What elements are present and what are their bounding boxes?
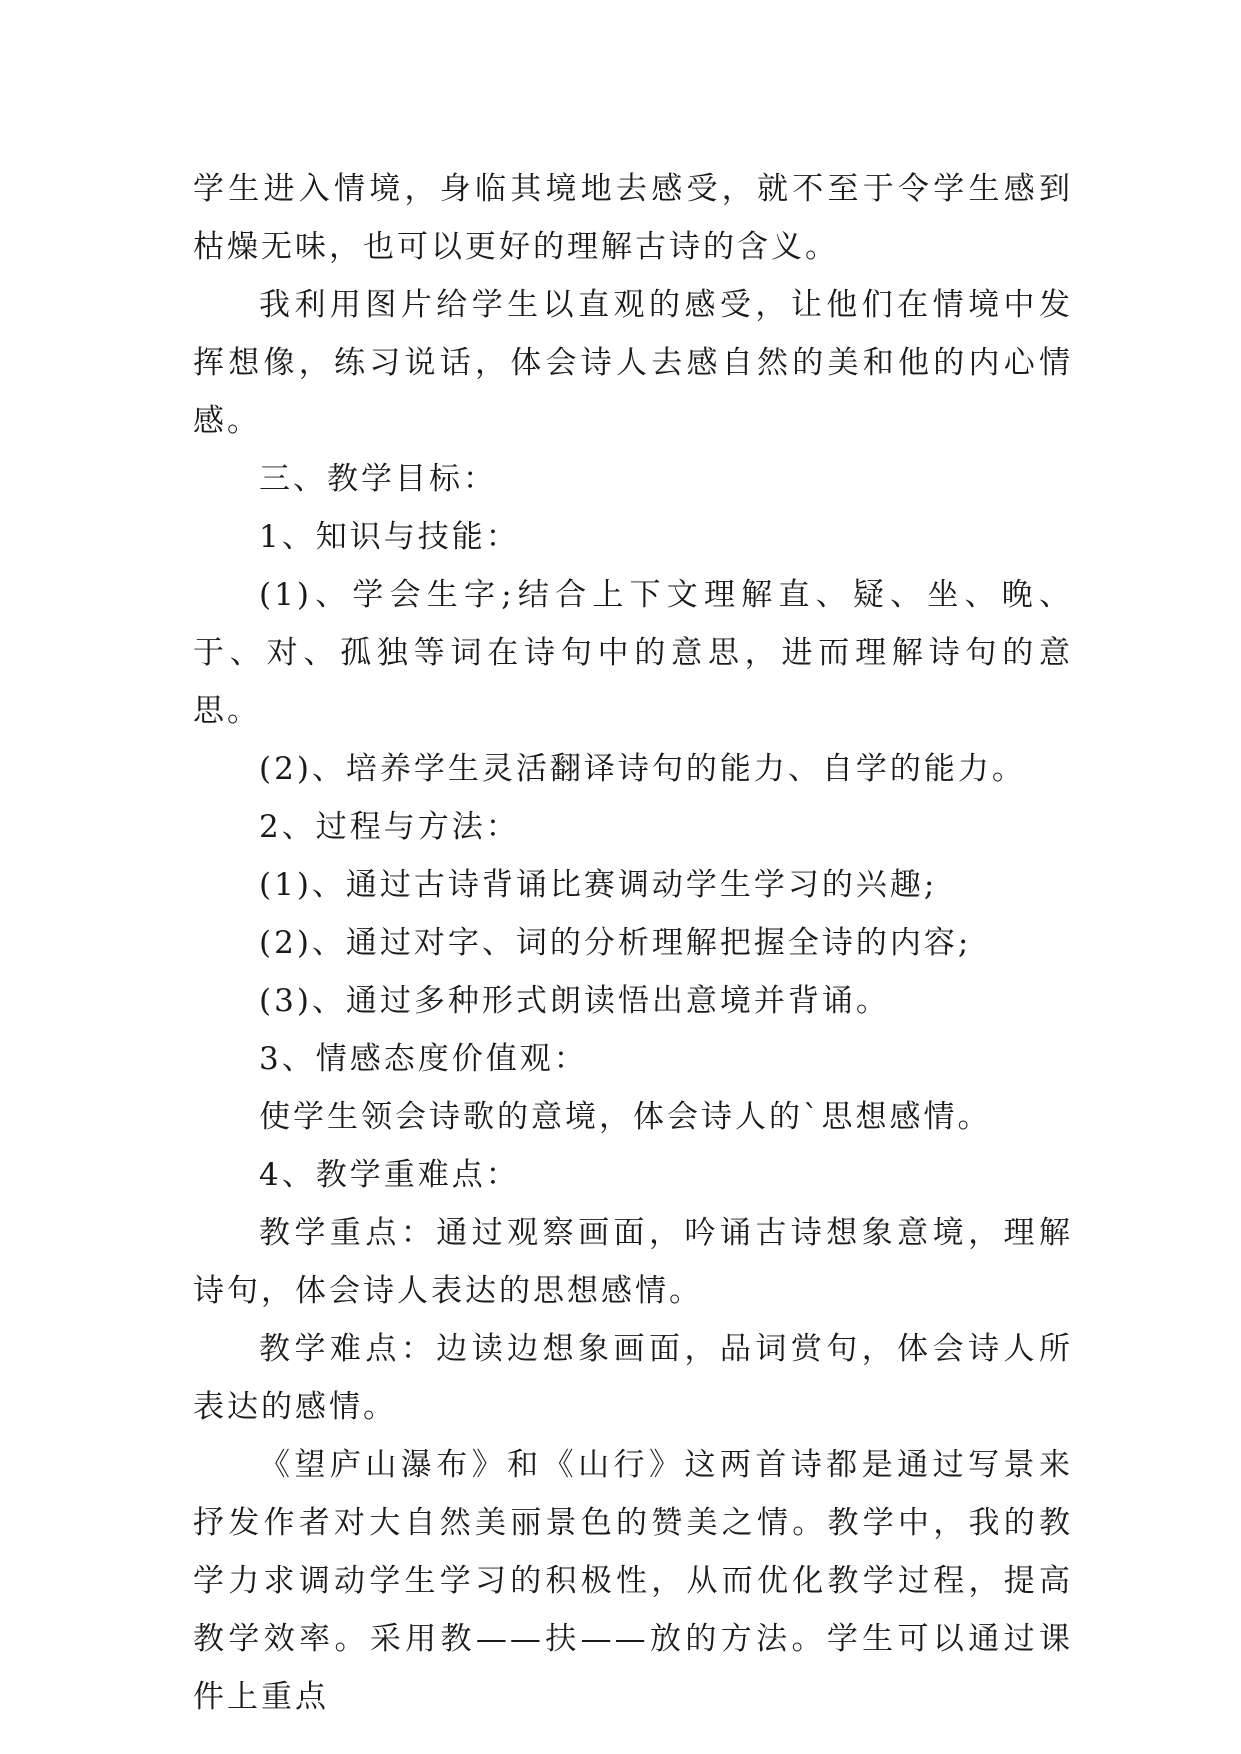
list-item-process-1: (1)、通过古诗背诵比赛调动学生学习的兴趣; bbox=[259, 867, 938, 903]
heading-teaching-goals: 三、教学目标： bbox=[259, 461, 497, 497]
paragraph-poems-overview: 《望庐山瀑布》和《山行》这两首诗都是通过写景来抒发作者对大自然美丽景色的赞美之情。教学中，我的教学力求调动学生学习的积极性，从而优化教学过程，提高教学效率。采用教——扶——放的方法。学生可以通过课件上重点 bbox=[193, 1447, 1073, 1715]
paragraph-intro-continuation: 学生进入情境，身临其境地去感受，就不至于令学生感到枯燥无味，也可以更好的理解古诗的含义。 bbox=[193, 171, 1073, 265]
paragraph-image-usage: 我利用图片给学生以直观的感受，让他们在情境中发挥想像，练习说话，体会诗人去感自然的美和他的内心情感。 bbox=[193, 287, 1073, 439]
heading-emotion-values: 3、情感态度价值观： bbox=[259, 1041, 588, 1077]
paragraph-emotion-values: 使学生领会诗歌的意境，体会诗人的`思想感情。 bbox=[259, 1099, 992, 1135]
list-item-process-3: (3)、通过多种形式朗读悟出意境并背诵。 bbox=[259, 983, 890, 1019]
paragraph-key-point: 教学重点：通过观察画面，吟诵古诗想象意境，理解诗句，体会诗人表达的思想感情。 bbox=[193, 1215, 1073, 1309]
paragraph-difficult-point: 教学难点：边读边想象画面，品词赏句，体会诗人所表达的感情。 bbox=[193, 1331, 1073, 1425]
list-item-process-2: (2)、通过对字、词的分析理解把握全诗的内容; bbox=[259, 925, 972, 961]
document-body bbox=[193, 160, 1073, 1726]
list-item-knowledge-1: (1)、学会生字;结合上下文理解直、疑、坐、晚、于、对、孤独等词在诗句中的意思，进而理解诗句的意思。 bbox=[193, 577, 1073, 729]
heading-knowledge-skills: 1、知识与技能： bbox=[259, 519, 520, 555]
heading-process-method: 2、过程与方法： bbox=[259, 809, 520, 845]
heading-key-difficult-points: 4、教学重难点： bbox=[259, 1157, 520, 1193]
list-item-knowledge-2: (2)、培养学生灵活翻译诗句的能力、自学的能力。 bbox=[259, 751, 1026, 787]
